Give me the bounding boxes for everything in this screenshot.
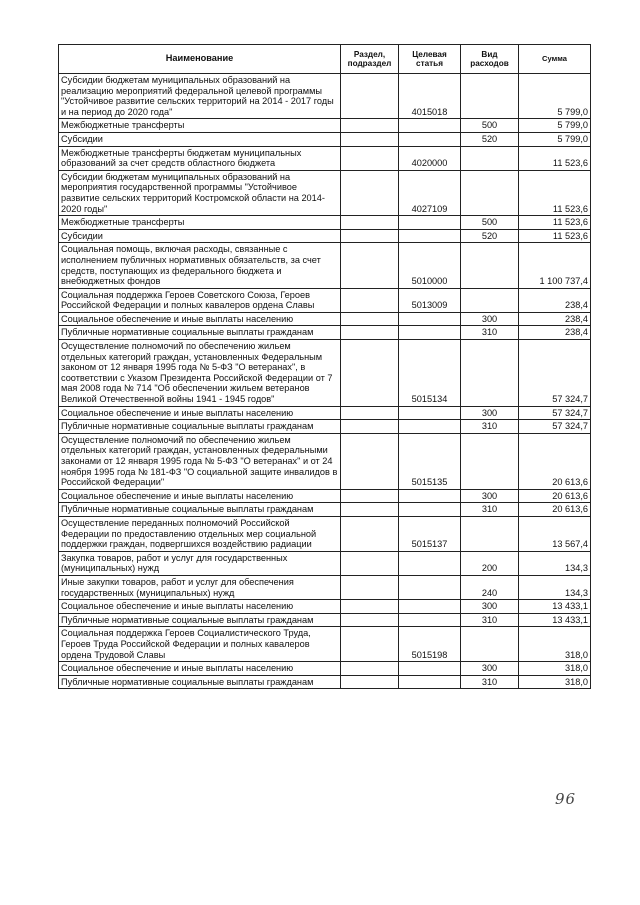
row-sum: 5 799,0 [519,74,591,119]
row-section [341,216,399,230]
row-sum: 11 523,6 [519,146,591,170]
row-name: Публичные нормативные социальные выплаты гражданам [59,675,341,689]
row-section [341,489,399,503]
row-target [399,600,461,614]
header-type: Вид расходов [461,45,519,74]
row-sum: 238,4 [519,288,591,312]
row-name: Социальная поддержка Героев Социалистического Труда, Героев Труда Российской Федерации и полных кавалеров ордена Трудовой Славы [59,627,341,662]
row-type: 310 [461,675,519,689]
row-sum: 20 613,6 [519,503,591,517]
row-sum: 57 324,7 [519,406,591,420]
row-target [399,575,461,599]
row-section [341,170,399,215]
row-name: Социальное обеспечение и иные выплаты населению [59,406,341,420]
row-name: Социальная помощь, включая расходы, связанные с исполнением публичных нормативных обязательств, за счет средств, поступающих из федерального бюджета и внебюджетных фондов [59,243,341,288]
row-name: Социальное обеспечение и иные выплаты населению [59,312,341,326]
row-target: 5015135 [399,433,461,489]
table-row [59,132,591,146]
row-section [341,675,399,689]
row-sum: 318,0 [519,627,591,662]
row-sum: 134,3 [519,575,591,599]
row-type: 500 [461,119,519,133]
row-sum: 11 523,6 [519,229,591,243]
table-row [59,406,591,420]
row-name: Межбюджетные трансферты [59,216,341,230]
table-row [59,613,591,627]
row-name: Социальное обеспечение и иные выплаты населению [59,489,341,503]
row-sum: 5 799,0 [519,119,591,133]
table-body [59,74,591,689]
row-name: Публичные нормативные социальные выплаты гражданам [59,503,341,517]
row-target [399,503,461,517]
row-type [461,243,519,288]
row-name: Межбюджетные трансферты [59,119,341,133]
row-sum: 5 799,0 [519,132,591,146]
row-section [341,119,399,133]
row-target [399,229,461,243]
row-name: Социальная поддержка Героев Советского Союза, Героев Российской Федерации и полных кавалеров ордена Славы [59,288,341,312]
row-target: 4027109 [399,170,461,215]
row-name: Осуществление переданных полномочий Российской Федерации по предоставлению отдельных мер социальной поддержки граждан, подвергшихся воздействию радиации [59,516,341,551]
row-sum: 11 523,6 [519,216,591,230]
budget-table [58,44,591,689]
table-row [59,146,591,170]
row-sum: 238,4 [519,326,591,340]
row-name: Осуществление полномочий по обеспечению жильем отдельных категорий граждан, установленных Федеральным законом от 12 января 1995 года № 5-ФЗ "О ветеранах", в соответствии с Указом Президента Российской Федерации от 7 мая 2008 года № 714 "Об обеспечении жильем ветеранов Великой Отечественной войны 1941 - 1945 годов" [59,340,341,407]
header-name: Наименование [59,45,341,74]
row-name: Межбюджетные трансферты бюджетам муниципальных образований за счет средств областного бюджета [59,146,341,170]
row-type: 200 [461,551,519,575]
row-type: 310 [461,503,519,517]
table-row [59,326,591,340]
table-row [59,312,591,326]
row-name: Осуществление полномочий по обеспечению жильем отдельных категорий граждан, установленных федеральными законами от 12 января 1995 года № 5-ФЗ "О ветеранах" и от 24 ноября 1995 года № 181-ФЗ "О социальной защите инвалидов в Российской Федерации" [59,433,341,489]
row-section [341,551,399,575]
row-sum: 57 324,7 [519,340,591,407]
row-type [461,627,519,662]
table-row [59,662,591,676]
table-row [59,288,591,312]
row-section [341,340,399,407]
table-row [59,433,591,489]
header-section: Раздел, подраздел [341,45,399,74]
row-section [341,312,399,326]
row-type [461,146,519,170]
row-target: 5015134 [399,340,461,407]
table-row [59,216,591,230]
row-type: 520 [461,229,519,243]
row-type [461,516,519,551]
row-type [461,288,519,312]
row-target [399,662,461,676]
row-type: 310 [461,613,519,627]
row-type: 240 [461,575,519,599]
row-sum: 57 324,7 [519,420,591,434]
row-section [341,420,399,434]
row-section [341,662,399,676]
row-target [399,420,461,434]
row-section [341,503,399,517]
row-type [461,433,519,489]
row-target [399,119,461,133]
row-section [341,516,399,551]
table-row [59,229,591,243]
row-section [341,146,399,170]
handwritten-page-number: 96 [555,790,577,808]
row-sum: 20 613,6 [519,433,591,489]
header-sum: Сумма [519,45,591,74]
table-row [59,74,591,119]
row-section [341,243,399,288]
row-type [461,170,519,215]
table-row [59,119,591,133]
row-target: 5015137 [399,516,461,551]
table-row [59,600,591,614]
table-row [59,340,591,407]
row-name: Публичные нормативные социальные выплаты гражданам [59,613,341,627]
row-name: Субсидии бюджетам муниципальных образований на мероприятия государственной программы "Устойчивое развитие сельских территорий Костромской области на 2014-2020 годы" [59,170,341,215]
row-target [399,551,461,575]
row-sum: 238,4 [519,312,591,326]
table-row [59,503,591,517]
row-type: 300 [461,489,519,503]
row-type: 300 [461,662,519,676]
table-row [59,489,591,503]
row-section [341,600,399,614]
table-row [59,420,591,434]
row-sum: 134,3 [519,551,591,575]
row-section [341,288,399,312]
row-target [399,489,461,503]
row-section [341,627,399,662]
row-section [341,326,399,340]
row-section [341,132,399,146]
table-row [59,627,591,662]
table-row [59,170,591,215]
row-sum: 13 567,4 [519,516,591,551]
table-row [59,675,591,689]
table-row [59,575,591,599]
row-target: 4015018 [399,74,461,119]
row-target [399,613,461,627]
row-sum: 318,0 [519,675,591,689]
row-type: 520 [461,132,519,146]
row-type [461,340,519,407]
row-name: Субсидии бюджетам муниципальных образований на реализацию мероприятий федеральной целевой программы "Устойчивое развитие сельских территорий на 2014 - 2017 годы и на период до 2020 года" [59,74,341,119]
header-target: Целевая статья [399,45,461,74]
row-target [399,132,461,146]
row-target: 5013009 [399,288,461,312]
table-row [59,243,591,288]
table-row [59,551,591,575]
row-type: 300 [461,406,519,420]
row-section [341,229,399,243]
row-target: 4020000 [399,146,461,170]
row-type: 300 [461,312,519,326]
row-section [341,406,399,420]
row-name: Социальное обеспечение и иные выплаты населению [59,600,341,614]
row-type: 310 [461,420,519,434]
row-name: Иные закупки товаров, работ и услуг для обеспечения государственных (муниципальных) нужд [59,575,341,599]
row-sum: 20 613,6 [519,489,591,503]
row-target: 5010000 [399,243,461,288]
row-target [399,216,461,230]
row-name: Закупка товаров, работ и услуг для государственных (муниципальных) нужд [59,551,341,575]
row-sum: 13 433,1 [519,613,591,627]
row-name: Публичные нормативные социальные выплаты гражданам [59,326,341,340]
table-header [59,45,591,74]
row-section [341,613,399,627]
table-row [59,516,591,551]
row-section [341,575,399,599]
row-name: Субсидии [59,229,341,243]
row-target [399,406,461,420]
row-target: 5015198 [399,627,461,662]
row-target [399,312,461,326]
row-section [341,74,399,119]
row-type: 500 [461,216,519,230]
row-type: 310 [461,326,519,340]
row-sum: 318,0 [519,662,591,676]
row-sum: 11 523,6 [519,170,591,215]
row-name: Публичные нормативные социальные выплаты гражданам [59,420,341,434]
row-name: Социальное обеспечение и иные выплаты населению [59,662,341,676]
row-sum: 1 100 737,4 [519,243,591,288]
row-section [341,433,399,489]
row-sum: 13 433,1 [519,600,591,614]
row-name: Субсидии [59,132,341,146]
row-type [461,74,519,119]
row-target [399,326,461,340]
row-target [399,675,461,689]
row-type: 300 [461,600,519,614]
